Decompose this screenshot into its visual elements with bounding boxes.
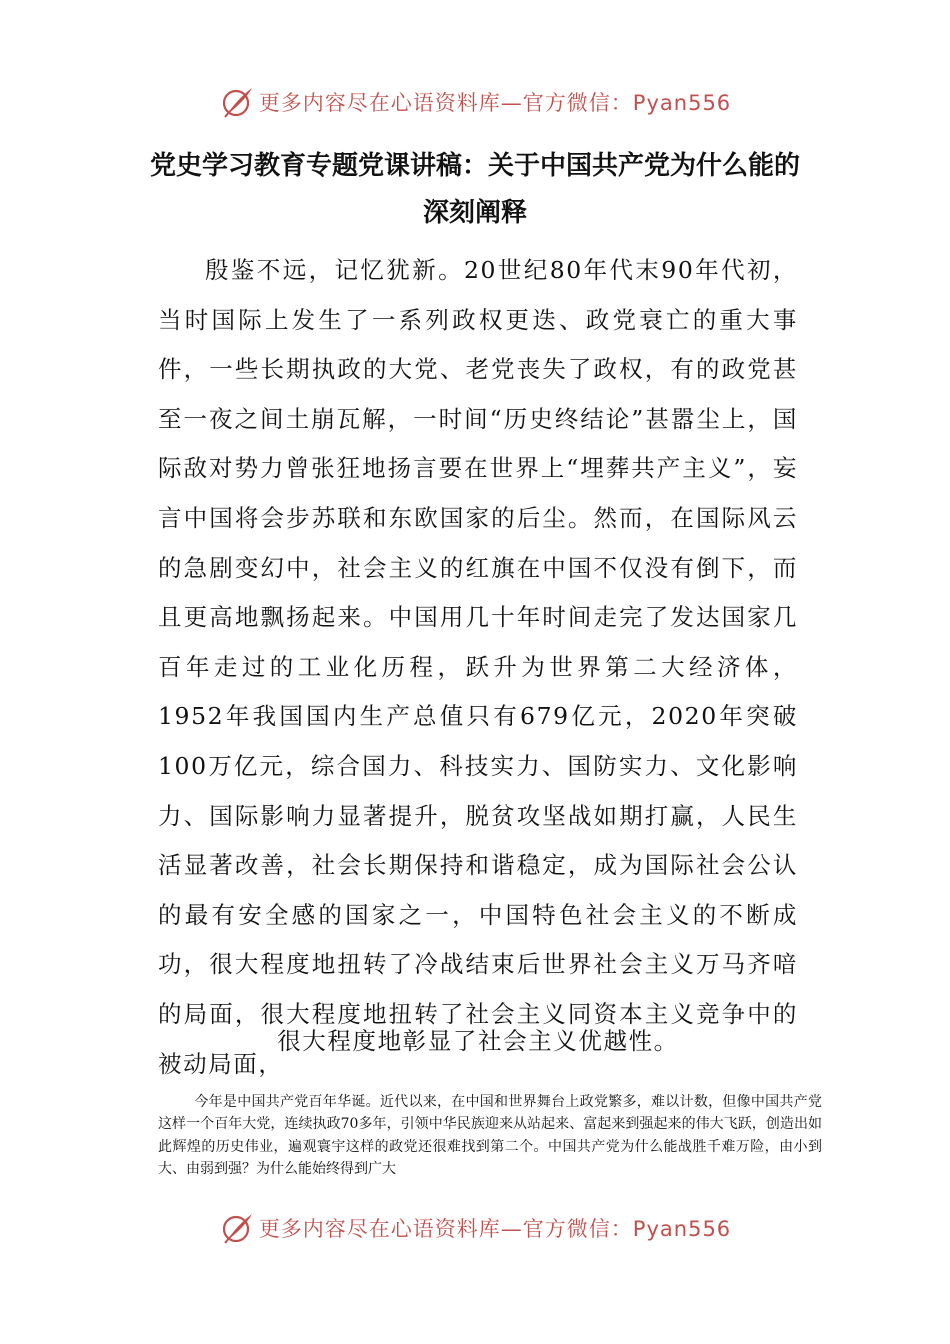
footer-banner <box>0 1206 950 1250</box>
header-banner <box>0 80 950 124</box>
footer-banner-text: 更多内容尽在心语资料库—官方微信：Pyan556 <box>258 1217 732 1241</box>
quill-logo-icon <box>219 84 255 120</box>
quill-logo-icon <box>219 1210 255 1246</box>
main-paragraph-last-line: 很大程度地彰显了社会主义优越性。 <box>277 1027 679 1055</box>
small-paragraph: 今年是中国共产党百年华诞。近代以来，在中国和世界舞台上政党繁多，难以计数，但像中国共产党这样一个百年大党，连续执政70多年，引领中华民族迎来从站起来、富起来到强起来的伟大飞跃，创造出如此辉煌的历史伟业，遍观寰宇这样的政党还很难找到第二个。中国共产党为什么能战胜千难万险，由小到大、由弱到强？为什么能始终得到广大 <box>158 1094 822 1178</box>
main-paragraph: 殷鉴不远，记忆犹新。20世纪80年代末90年代初，当时国际上发生了一系列政权更迭、政党衰亡的重大事件，一些长期执政的大党、老党丧失了政权，有的政党甚至一夜之间土崩瓦解，一时间“历史终结论”甚嚣尘上，国际敌对势力曾张狂地扬言要在世界上“埋葬共产主义”，妄言中国将会步苏联和东欧国家的后尘。然而，在国际风云的急剧变幻中，社会主义的红旗在中国不仅没有倒下，而且更高地飘扬起来。中国用几十年时间走完了发达国家几百年走过的工业化历程，跃升为世界第二大经济体，1952年我国国内生产总值只有679亿元，2020年突破100万亿元，综合国力、科技实力、国防实力、文化影响力、国际影响力显著提升，脱贫攻坚战如期打赢，人民生活显著改善，社会长期保持和谐稳定，成为国际社会公认的最有安全感的国家之一，中国特色社会主义的不断成功，很大程度地扭转了冷战结束后世界社会主义万马齐喑的局面，很大程度地扭转了社会主义同资本主义竞争中的被动局面， <box>158 256 798 1078</box>
document-title: 党史学习教育专题党课讲稿：关于中国共产党为什么能的深刻阐释 <box>150 151 801 228</box>
header-banner-text: 更多内容尽在心语资料库—官方微信：Pyan556 <box>258 91 732 115</box>
